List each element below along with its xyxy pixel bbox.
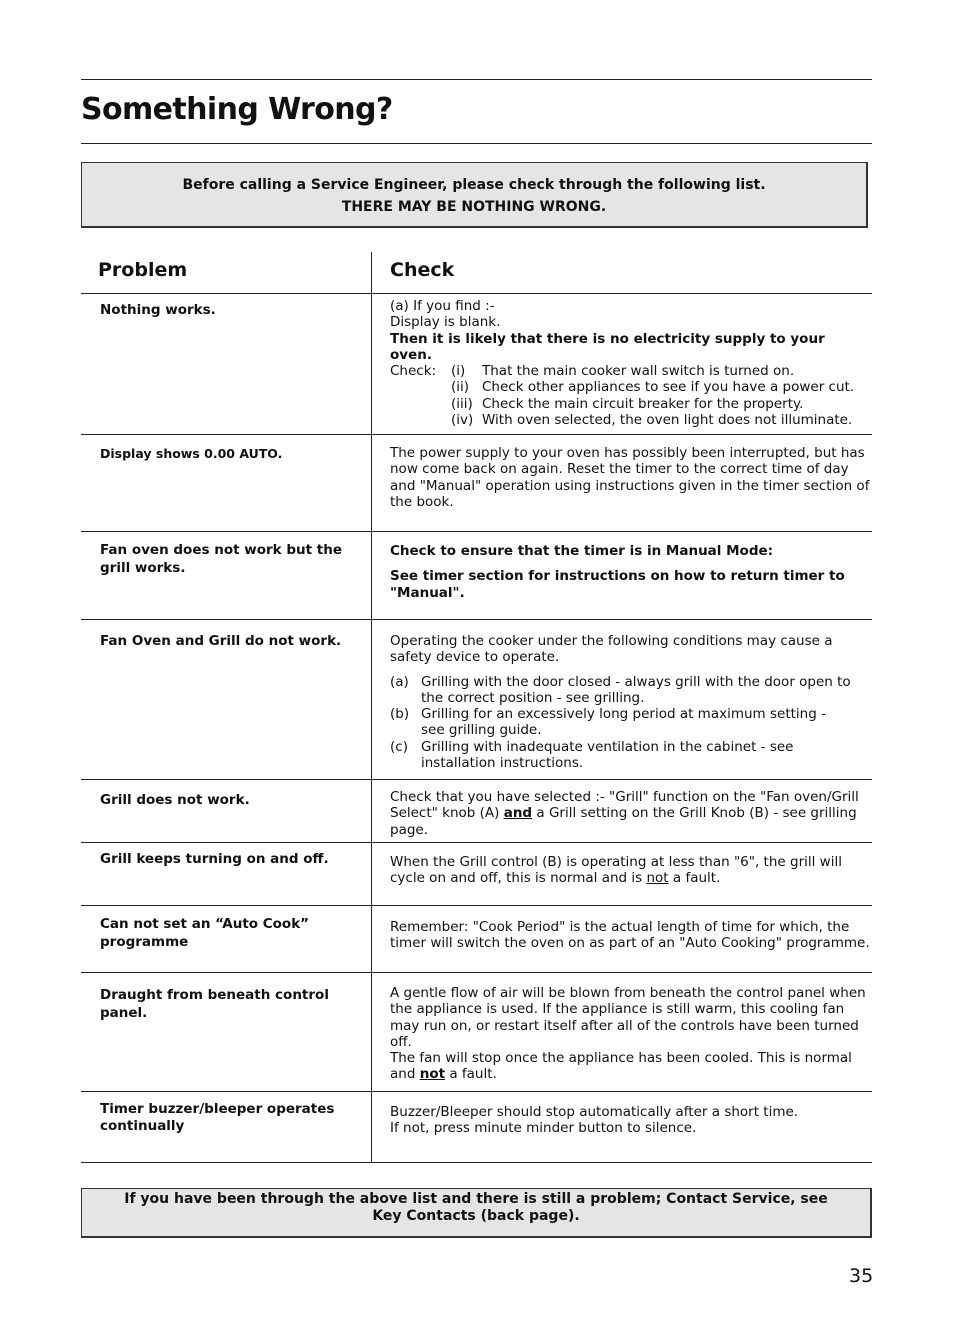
notice-bottom-text: If you have been through the above list and there is still a problem; Contact Service, see Key Contacts (back page). <box>124 1191 828 1224</box>
row-divider <box>81 293 872 294</box>
row-divider <box>81 842 872 843</box>
check-item: (iv) With oven selected, the oven light does not illuminate. <box>451 412 853 429</box>
check-display-auto: The power supply to your oven has possibly been interrupted, but has now come back on again. Reset the timer to the correct time of day and "Manual" operation using instructions given in the timer section of the book. <box>390 445 870 510</box>
check-text: See timer section for instructions on how to return timer to "Manual". <box>390 568 845 601</box>
check-grill-not-work <box>390 789 870 838</box>
page-title: Something Wrong? <box>81 92 393 127</box>
check-timer-buzzer <box>390 1104 870 1137</box>
check-label: Check: <box>390 363 437 380</box>
problem-timer-buzzer: Timer buzzer/bleeper operates continually <box>100 1101 335 1134</box>
check-fan-oven <box>390 543 870 601</box>
check-text: When the Grill control (B) is operating at less than "6", the grill will cycle on and off, this is normal and is not a fault. <box>390 854 842 887</box>
problem-fan-and-grill: Fan Oven and Grill do not work. <box>100 633 342 649</box>
check-text: Check to ensure that the timer is in Manual Mode: <box>390 543 774 559</box>
check-nothing-works <box>390 298 870 428</box>
check-text: Buzzer/Bleeper should stop automatically after a short time. <box>390 1104 799 1120</box>
check-text: Operating the cooker under the following conditions may cause a safety device to operate. <box>390 633 833 666</box>
check-text: Then it is likely that there is no electricity supply to your oven. <box>390 330 825 363</box>
row-divider <box>81 1162 872 1163</box>
row-divider <box>81 779 872 780</box>
check-item: (iii) Check the main circuit breaker for the property. <box>451 395 804 412</box>
row-divider <box>81 434 872 435</box>
problem-fan-oven: Fan oven does not work but the grill works. <box>100 542 342 576</box>
problem-grill-not-work: Grill does not work. <box>100 792 250 808</box>
problem-grill-cycling: Grill keeps turning on and off. <box>100 851 329 867</box>
problem-header: Problem <box>98 259 188 281</box>
notice-line-2: THERE MAY BE NOTHING WRONG. <box>341 199 607 215</box>
check-fan-and-grill <box>390 633 870 771</box>
check-item: (b) Grilling for an excessively long period at maximum setting - see grilling guide. <box>390 706 826 739</box>
problem-display-auto: Display shows 0.00 AUTO. <box>100 446 283 461</box>
check-text: If not, press minute minder button to silence. <box>390 1120 697 1137</box>
problem-nothing-works: Nothing works. <box>100 302 216 318</box>
check-list <box>390 674 870 772</box>
page-number: 35 <box>849 1265 874 1287</box>
check-grill-cycling <box>390 854 870 887</box>
check-item: (c) Grilling with inadequate ventilation in the cabinet - see installation instructions. <box>390 738 794 772</box>
row-divider <box>81 905 872 906</box>
check-text: Display is blank. <box>390 314 501 331</box>
notice-box-bottom <box>81 1188 872 1238</box>
title-underline <box>81 143 872 144</box>
check-draught <box>390 985 870 1083</box>
row-divider <box>81 972 872 973</box>
check-item: (ii) Check other appliances to see if you have a power cut. <box>451 379 855 396</box>
check-text: Check that you have selected :- "Grill" function on the "Fan oven/Grill Select" knob (A) and a Grill setting on the Grill Knob (B) - see grilling page. <box>390 789 859 838</box>
row-divider <box>81 1091 872 1092</box>
check-text: A gentle flow of air will be blown from beneath the control panel when the appliance is used. If the appliance is still warm, this cooling fan may run on, or restart itself after all of the controls have been turned off. <box>390 985 866 1050</box>
notice-box-top <box>81 162 868 228</box>
problem-auto-cook: Can not set an “Auto Cook” programme <box>100 916 310 950</box>
check-text: The fan will stop once the appliance has been cooled. This is normal and not a fault. <box>390 1050 852 1083</box>
notice-line-1: Before calling a Service Engineer, please check through the following list. <box>182 177 766 193</box>
check-text: (a) If you find :- <box>390 298 495 314</box>
check-header: Check <box>390 259 455 281</box>
check-item: (a) Grilling with the door closed - always grill with the door open to the correct position - see grilling. <box>390 673 851 706</box>
column-divider <box>371 252 372 1162</box>
check-auto-cook: Remember: "Cook Period" is the actual length of time for which, the timer will switch the oven on as part of an "Auto Cooking" programme. <box>390 919 870 952</box>
check-item: Check: (i) That the main cooker wall switch is turned on. <box>390 363 795 380</box>
top-rule <box>81 79 872 80</box>
row-divider <box>81 619 872 620</box>
problem-draught: Draught from beneath control panel. <box>100 987 329 1021</box>
row-divider <box>81 531 872 532</box>
